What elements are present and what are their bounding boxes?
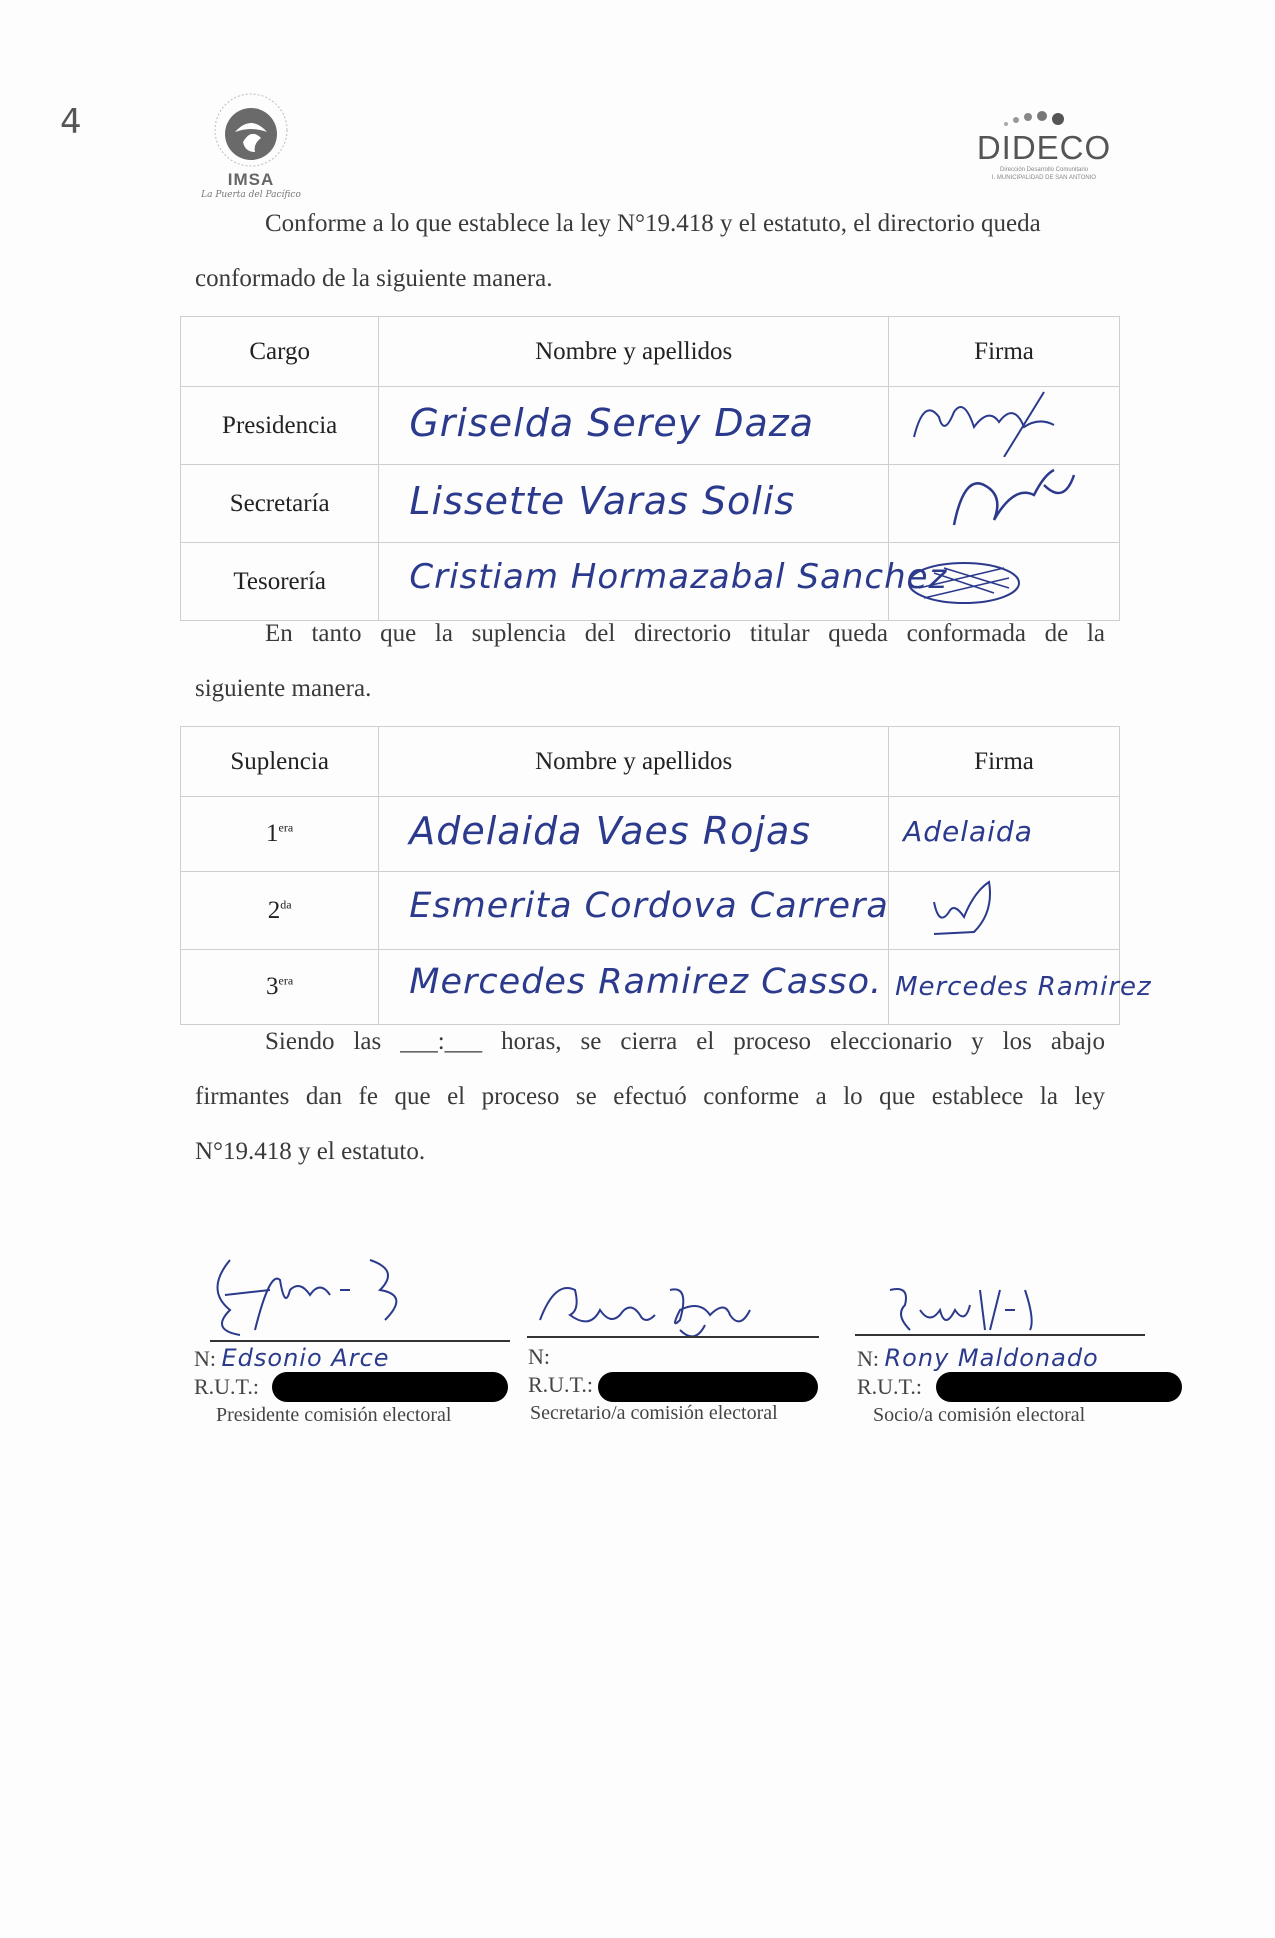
table-header-row [181,727,1120,797]
header-suplencia: Suplencia [181,727,379,797]
imsa-logo-motto: La Puerta del Pacífico [201,190,301,200]
header-cargo: Cargo [181,317,379,387]
closing-line-1: Siendo las ___:___ horas, se cierra el proceso eleccionario y los abajo [265,1028,1105,1055]
suplencia-intro-line-1: En tanto que la suplencia del directorio titular queda conformada de la [265,620,1105,647]
name-label: N: [528,1344,550,1369]
handwritten-name: Rony Maldonado [884,1344,1099,1372]
signature-line [855,1334,1145,1336]
header-firma: Firma [889,317,1120,387]
dideco-logo-text: DIDECO [976,129,1112,166]
signature-icon [200,1250,460,1340]
table-row [181,797,1120,872]
imsa-emblem-icon [213,92,289,168]
signature-icon [894,387,1114,457]
suplencia-intro-paragraph [195,606,1105,716]
rut-label: R.U.T.: [528,1372,593,1397]
dideco-logo-sub1: Dirección Desarrollo Comunitario [999,167,1089,173]
suplencia-ordinal: era [278,820,294,835]
redaction-bar [936,1372,1182,1402]
signature-line [527,1336,819,1338]
role-label: Presidente comisión electoral [216,1404,452,1426]
suplencia-ordinal: era [278,973,294,988]
cargo-cell: Presidencia [181,387,379,465]
table-row [181,872,1120,950]
handwritten-name: Lissette Varas Solis [409,479,796,523]
handwritten-name: Cristiam Hormazabal Sanchez [409,557,948,597]
header-nombre: Nombre y apellidos [379,727,889,797]
nombre-cell [379,387,889,465]
name-label: N: Rony Maldonado [857,1344,1099,1372]
nombre-cell [379,797,889,872]
dideco-dots-icon [998,108,1078,130]
signature-icon [530,1270,780,1350]
dideco-logo [974,108,1114,188]
intro-paragraph [195,196,1105,306]
intro-line-2: conformado de la siguiente manera. [195,265,553,292]
handwritten-name: Griselda Serey Daza [409,401,815,445]
imsa-logo-text: IMSA [227,170,275,189]
signature-icon [894,465,1114,535]
suplencia-ordinal: da [280,897,292,912]
header-firma: Firma [889,727,1120,797]
imsa-logo [196,92,306,204]
suplencia-number: 1 [266,820,279,847]
nombre-cell [379,872,889,950]
signature-icon [894,872,1114,942]
closing-line-2: firmantes dan fe que el proceso se efectuó conforme a lo que establece la ley [195,1083,1105,1110]
suplencia-table [180,726,1152,1025]
signature-icon [880,1280,1080,1340]
role-label: Socio/a comisión electoral [873,1404,1086,1426]
suplencia-number: 3 [266,973,279,1000]
nombre-cell [379,465,889,543]
cargo-cell: Tesorería [181,543,379,621]
redaction-bar [598,1372,818,1402]
handwritten-signature: Mercedes Ramirez [895,972,1152,1002]
redaction-bar [272,1372,508,1402]
page-mark: 4 [60,102,82,142]
rut-label: R.U.T.: [857,1374,922,1399]
name-label: N: Edsonio Arce [194,1344,390,1372]
table-row [181,465,1120,543]
closing-line-3: N°19.418 y el estatuto. [195,1138,426,1165]
role-label: Secretario/a comisión electoral [530,1402,778,1424]
rut-label: R.U.T.: [194,1374,259,1399]
suplencia-intro-line-2: siguiente manera. [195,675,372,702]
suplencia-num-cell [181,872,379,950]
intro-line-1: Conforme a lo que establece la ley N°19.418 y el estatuto, el directorio queda [265,210,1041,237]
cargo-cell: Secretaría [181,465,379,543]
handwritten-name: Adelaida Vaes Rojas [409,809,812,853]
dideco-logo-sub2: I. MUNICIPALIDAD DE SAN ANTONIO [991,175,1097,181]
firma-cell [889,465,1120,543]
firma-cell [889,797,1120,872]
header-nombre: Nombre y apellidos [379,317,889,387]
firma-cell [889,387,1120,465]
handwritten-name: Esmerita Cordova Carrera [409,885,889,926]
handwritten-name: Edsonio Arce [221,1344,390,1372]
suplencia-num-cell [181,797,379,872]
handwritten-signature: Adelaida [903,815,1033,848]
suplencia-number: 2 [267,896,281,924]
signature-line [210,1340,510,1342]
handwritten-name: Mercedes Ramirez Casso. [409,962,883,1002]
table-header-row [181,317,1120,387]
directorio-table [180,316,1120,621]
firma-cell [889,872,1120,950]
closing-paragraph [195,1014,1105,1179]
table-row [181,387,1120,465]
